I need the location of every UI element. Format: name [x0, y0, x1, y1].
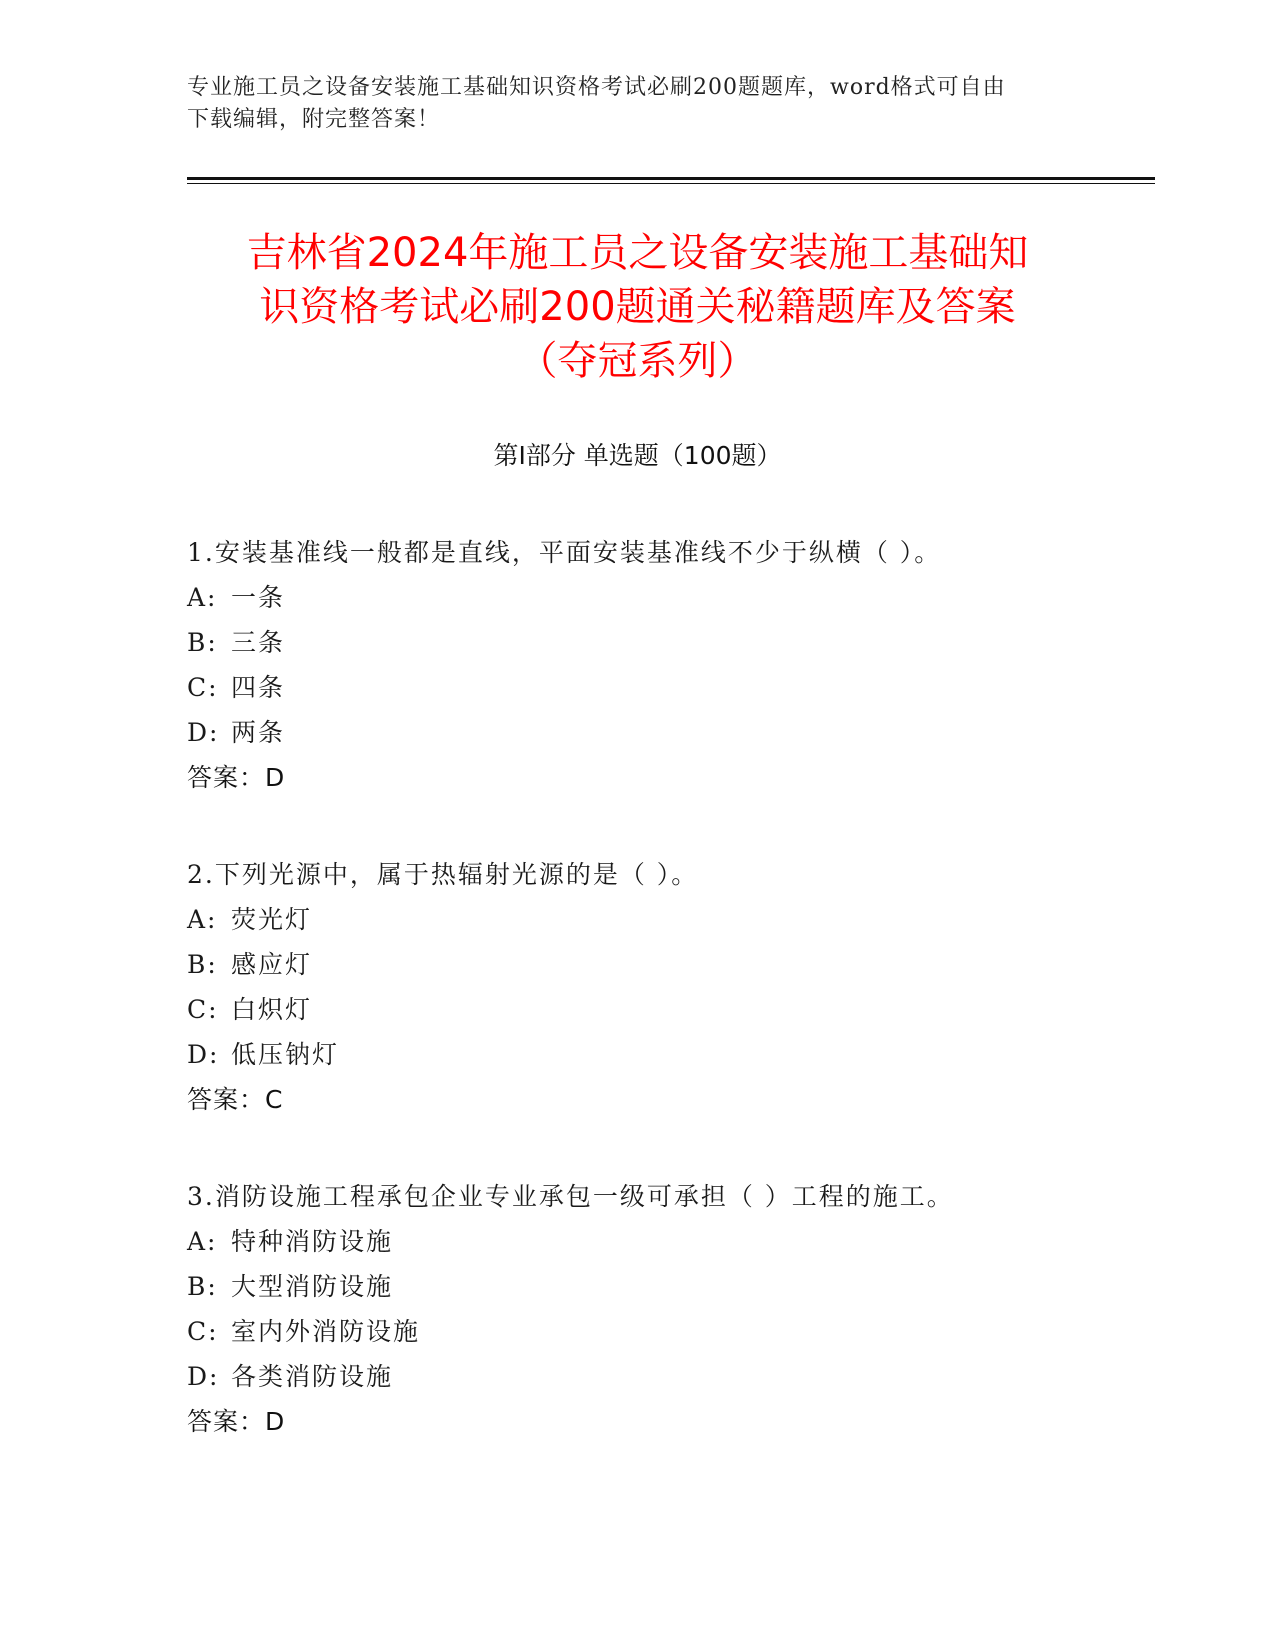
option-key: C:	[187, 1317, 219, 1346]
option-key: D:	[187, 718, 220, 747]
question-stem: 3.消防设施工程承包企业专业承包一级可承担（ ）工程的施工。	[187, 1182, 954, 1211]
document-title-line-1: 吉林省2024年施工员之设备安装施工基础知	[246, 230, 1029, 276]
option-text: 两条	[231, 718, 286, 747]
option-b	[187, 620, 1137, 665]
option-key: B:	[187, 1272, 218, 1301]
question-2	[187, 852, 1137, 1122]
option-text: 白炽灯	[231, 995, 313, 1024]
option-key: D:	[187, 1362, 220, 1391]
option-text: 感应灯	[231, 950, 313, 979]
answer-line: 答案：D	[187, 763, 286, 792]
option-key: B:	[187, 628, 218, 657]
header-divider-thick	[187, 177, 1155, 180]
option-b	[187, 942, 1137, 987]
option-text: 荧光灯	[231, 905, 313, 934]
option-key: A:	[187, 905, 218, 934]
question-3	[187, 1174, 1137, 1444]
header-note-line-1: 专业施工员之设备安装施工基础知识资格考试必刷200题题库，word格式可自由	[187, 75, 1006, 100]
option-text: 三条	[231, 628, 286, 657]
option-text: 一条	[231, 583, 286, 612]
option-d	[187, 1032, 1137, 1077]
option-key: B:	[187, 950, 218, 979]
header-divider-thin	[187, 183, 1155, 184]
option-text: 特种消防设施	[231, 1227, 394, 1256]
option-key: A:	[187, 583, 218, 612]
option-a	[187, 897, 1137, 942]
option-c	[187, 665, 1137, 710]
option-c	[187, 987, 1137, 1032]
header-note	[187, 72, 1067, 136]
option-text: 各类消防设施	[231, 1362, 394, 1391]
question-stem: 2.下列光源中，属于热辐射光源的是（ ）。	[187, 860, 699, 889]
option-a	[187, 575, 1137, 620]
option-text: 低压钠灯	[231, 1040, 340, 1069]
answer-line: 答案：C	[187, 1085, 284, 1114]
option-text: 大型消防设施	[231, 1272, 394, 1301]
option-key: A:	[187, 1227, 218, 1256]
option-text: 四条	[231, 673, 286, 702]
section-title: 第I部分 单选题（100题）	[493, 441, 782, 470]
question-1	[187, 530, 1137, 800]
option-c	[187, 1309, 1137, 1354]
question-list	[187, 530, 1137, 1496]
document-title-line-3: （夺冠系列）	[517, 338, 758, 384]
option-d	[187, 1354, 1137, 1399]
option-text: 室内外消防设施	[231, 1317, 421, 1346]
document-title	[150, 226, 1125, 388]
answer-line: 答案：D	[187, 1407, 286, 1436]
option-d	[187, 710, 1137, 755]
option-key: D:	[187, 1040, 220, 1069]
option-key: C:	[187, 995, 219, 1024]
header-note-line-2: 下载编辑，附完整答案！	[187, 107, 441, 132]
option-key: C:	[187, 673, 219, 702]
question-stem: 1.安装基准线一般都是直线，平面安装基准线不少于纵横（ ）。	[187, 538, 942, 567]
document-title-line-2: 识资格考试必刷200题通关秘籍题库及答案	[259, 284, 1016, 330]
option-a	[187, 1219, 1137, 1264]
option-b	[187, 1264, 1137, 1309]
